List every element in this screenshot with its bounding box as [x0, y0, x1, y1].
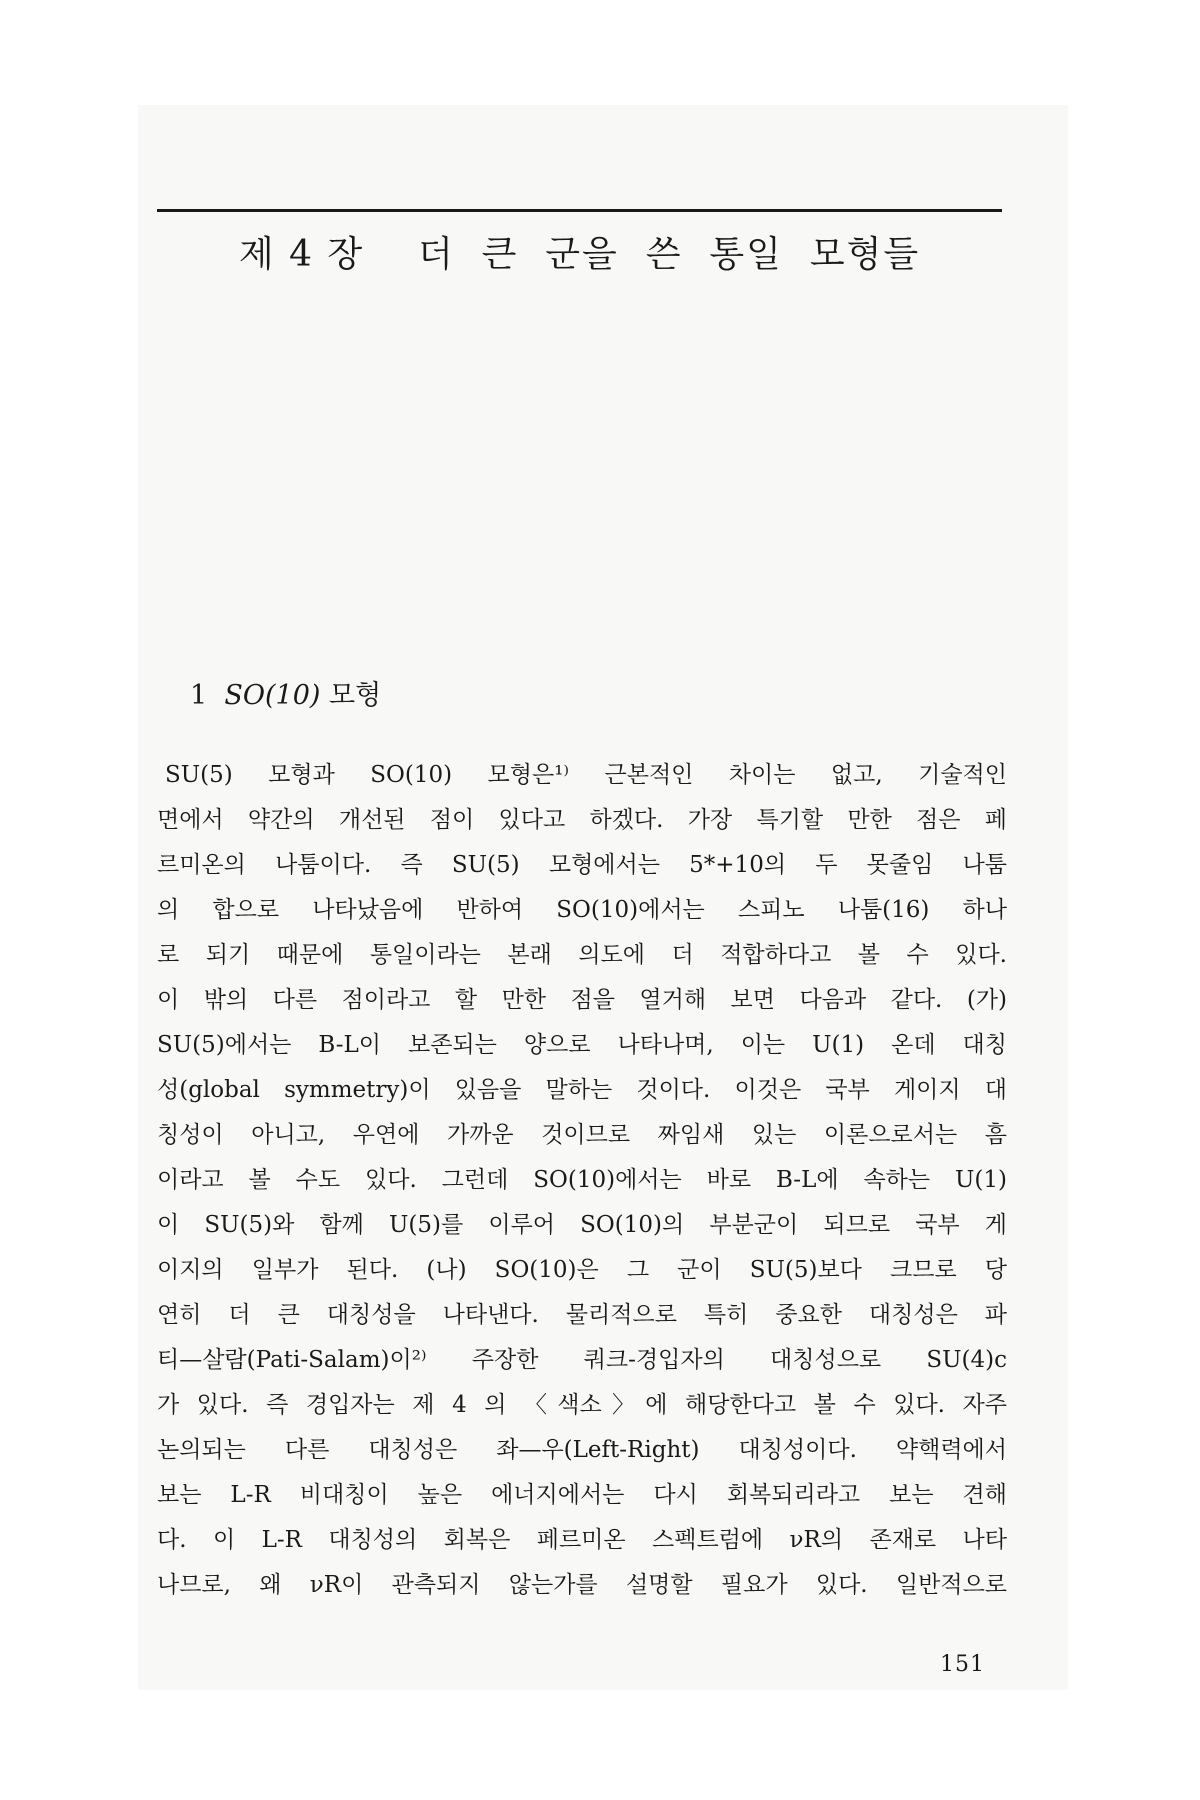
body-line: 티—살람(Pati-Salam)이²⁾ 주장한 쿼크-경입자의 대칭성으로 SU(4)c	[157, 1347, 1007, 1373]
body-line: SU(5)에서는 B-L이 보존되는 양으로 나타나며, 이는 U(1) 온데 대칭	[157, 1032, 1007, 1058]
section-heading	[190, 673, 381, 712]
body-line: 성(global symmetry)이 있음을 말하는 것이다. 이것은 국부 게이지 대	[157, 1077, 1007, 1103]
body-line: 논의되는 다른 대칭성은 좌—우(Left-Right) 대칭성이다. 약핵력에서	[157, 1437, 1007, 1463]
body-line: 면에서 약간의 개선된 점이 있다고 하겠다. 가장 특기할 만한 점은 페	[157, 807, 1007, 833]
body-line: 다. 이 L-R 대칭성의 회복은 페르미온 스펙트럼에 νR의 존재로 나타	[157, 1527, 1007, 1553]
body-line: 이라고 볼 수도 있다. 그런데 SO(10)에서는 바로 B-L에 속하는 U(1)	[157, 1167, 1007, 1193]
body-line: 가 있다. 즉 경입자는 제 4 의 〈색소〉에 해당한다고 볼 수 있다. 자주	[157, 1392, 1007, 1418]
body-line: 이 밖의 다른 점이라고 할 만한 점을 열거해 보면 다음과 같다. (가)	[157, 987, 1007, 1013]
body-line: 이 SU(5)와 함께 U(5)를 이루어 SO(10)의 부분군이 되므로 국부 게	[157, 1212, 1007, 1238]
body-text	[157, 753, 1007, 1608]
chapter-title: 제 4 장 더 큰 군을 쓴 통일 모형들	[238, 234, 921, 275]
body-line: 의 합으로 나타났음에 반하여 SO(10)에서는 스피노 나툼(16) 하나	[157, 897, 1007, 923]
body-line: 로 되기 때문에 통일이라는 본래 의도에 더 적합하다고 볼 수 있다.	[157, 942, 1007, 968]
body-line: SU(5) 모형과 SO(10) 모형은¹⁾ 근본적인 차이는 없고, 기술적인	[165, 762, 1007, 788]
body-line: 보는 L-R 비대칭이 높은 에너지에서는 다시 회복되리라고 보는 견해	[157, 1482, 1007, 1508]
section-name-rest: 모형	[320, 680, 382, 711]
section-number: 1	[190, 680, 208, 711]
section-name-italic: SO(10)	[224, 680, 321, 711]
chapter-rule	[157, 209, 1002, 212]
body-line: 칭성이 아니고, 우연에 가까운 것이므로 짜임새 있는 이론으로서는 흠	[157, 1122, 1007, 1148]
body-line: 연히 더 큰 대칭성을 나타낸다. 물리적으로 특히 중요한 대칭성은 파	[157, 1302, 1007, 1328]
body-line: 르미온의 나툼이다. 즉 SU(5) 모형에서는 5*+10의 두 못줄임 나툼	[157, 852, 1007, 878]
body-line: 나므로, 왜 νR이 관측되지 않는가를 설명할 필요가 있다. 일반적으로	[157, 1572, 1007, 1598]
body-line: 이지의 일부가 된다. (나) SO(10)은 그 군이 SU(5)보다 크므로 당	[157, 1257, 1007, 1283]
page-number: 151	[940, 1652, 985, 1677]
